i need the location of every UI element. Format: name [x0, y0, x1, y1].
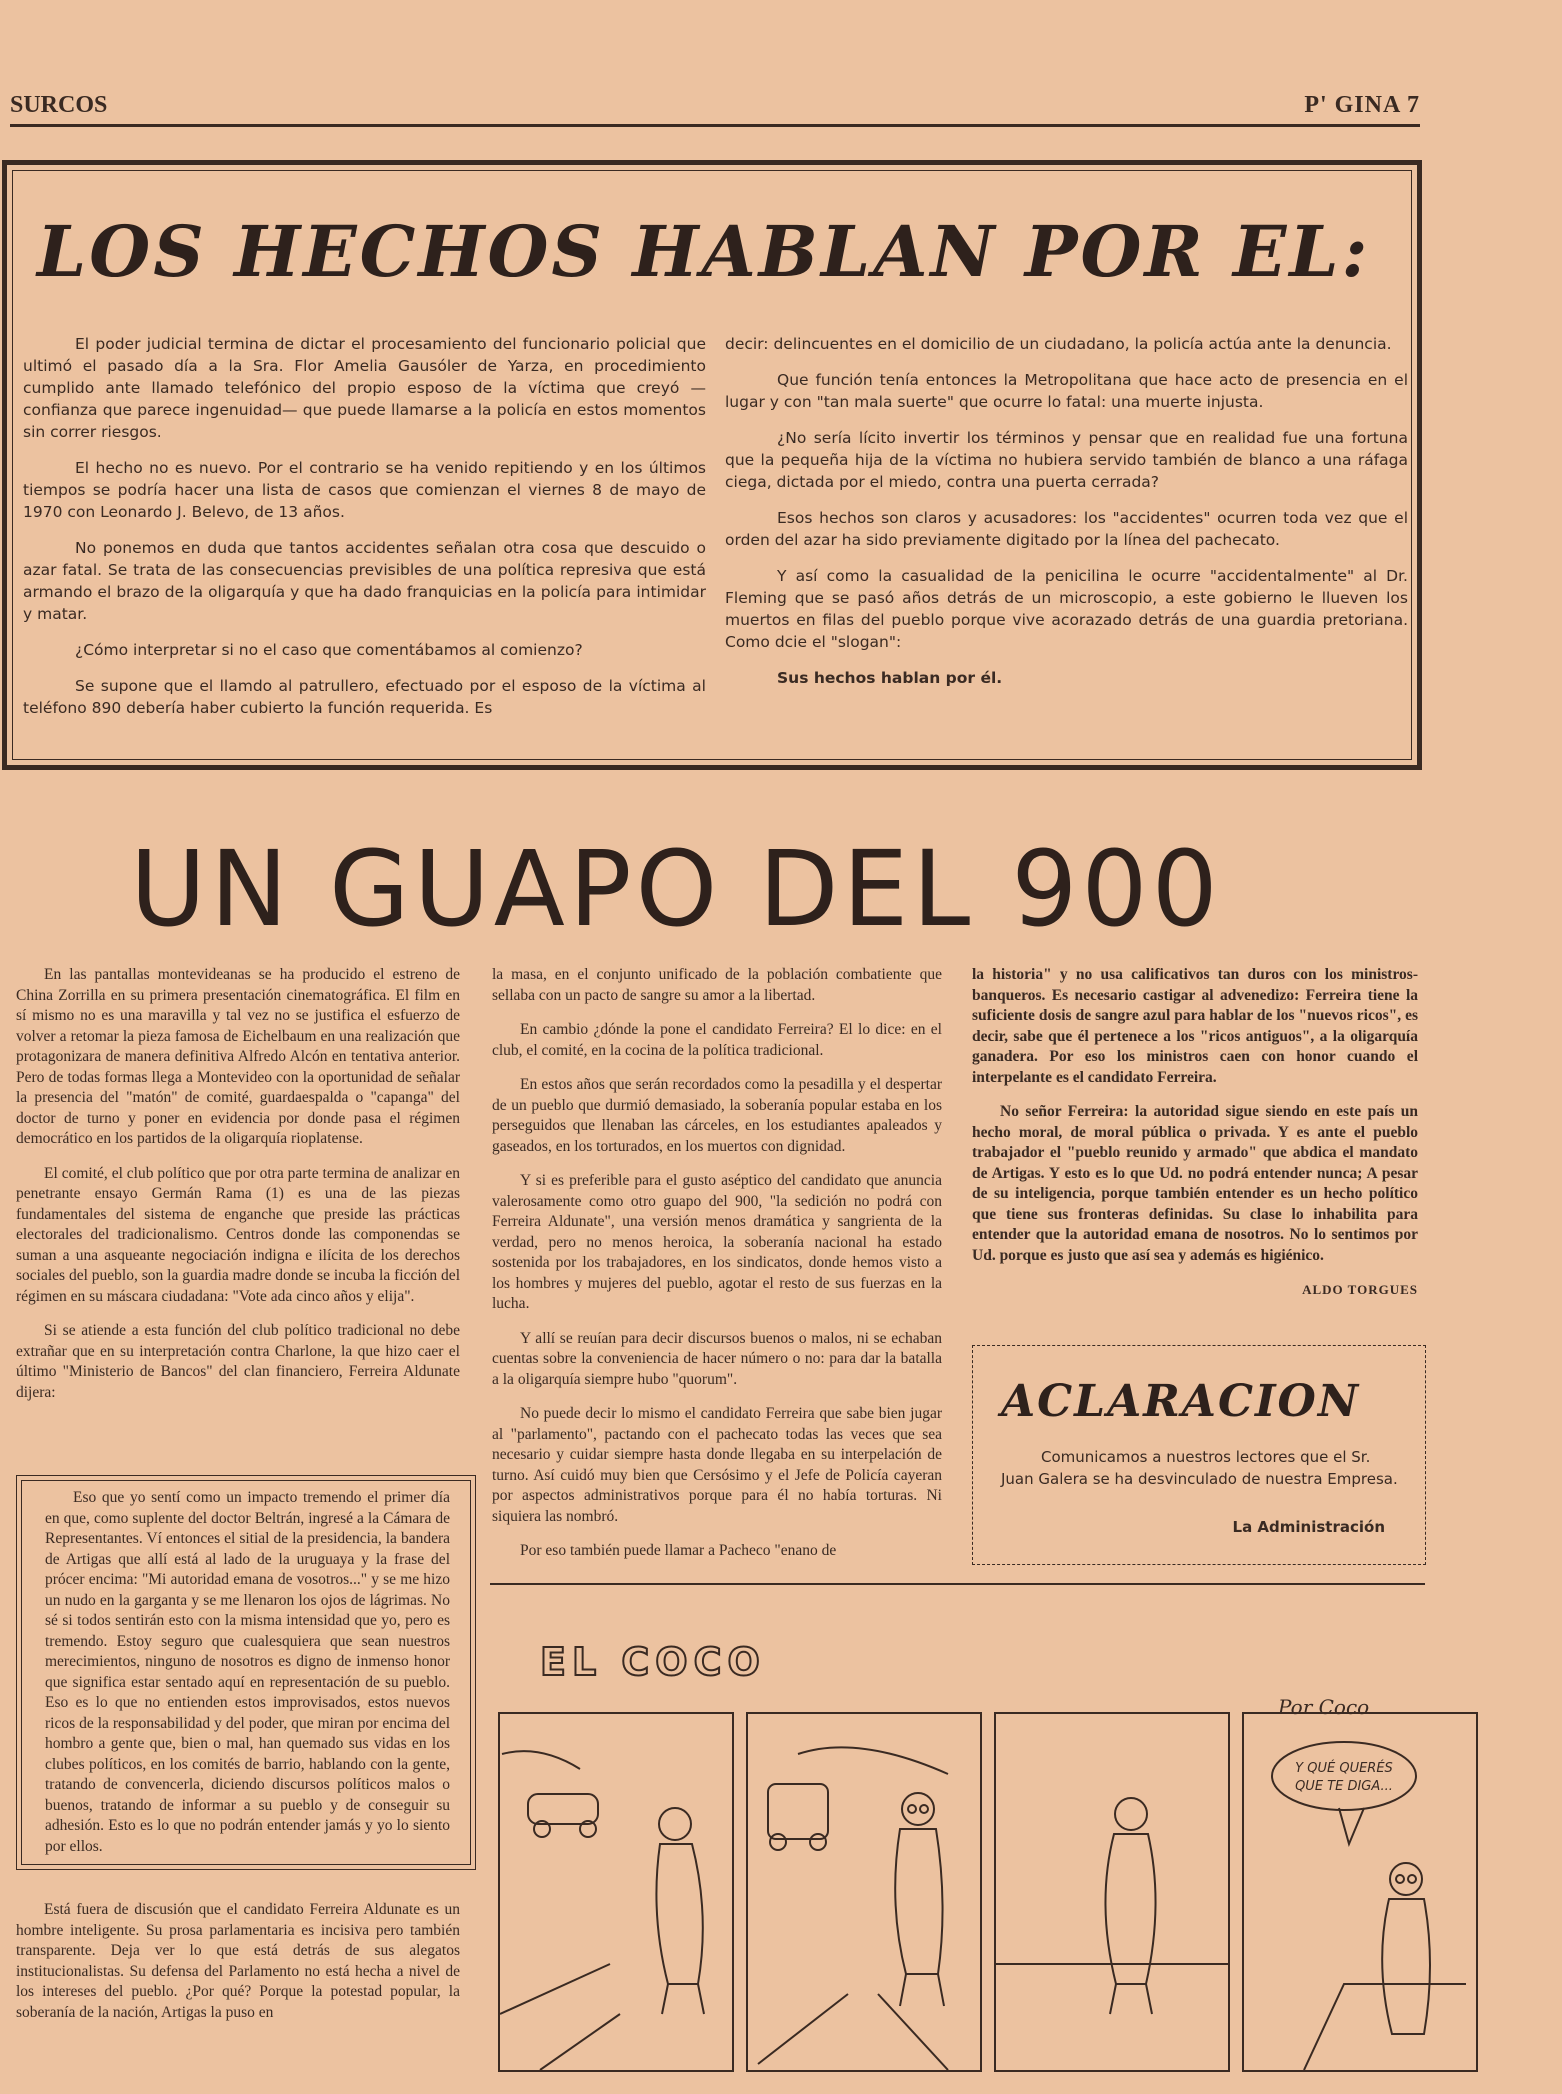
article2-author: ALDO TORGUES	[1302, 1282, 1418, 1297]
article1-closing: Sus hechos hablan por él.	[777, 669, 1003, 687]
article1-paragraph: Se supone que el llamdo al patrullero, efectuado por el esposo de la víctima al teléfono 890 debería haber cubierto la función requerida. Es	[23, 677, 706, 717]
article1-right-column	[725, 333, 1408, 703]
article1-paragraph: ¿Cómo interpretar si no el caso que comentábamos al comienzo?	[75, 641, 583, 659]
paper-name: SURCOS	[10, 92, 108, 118]
aclaracion-box	[972, 1345, 1426, 1565]
article2-column-2	[492, 965, 942, 1576]
aclaracion-text: Comunicamos a nuestros lectores que el Sr. Juan Galera se ha desvinculado de nuestra Empresa.	[1001, 1448, 1398, 1488]
article2-paragraph: Y allí se reuían para decir discursos buenos o malos, ni se echaban cuentas sobre la conveniencia de hacer número o no: para dar la batalla a la oligarquía siempre hubo "quorum".	[492, 1329, 942, 1388]
comic-panel-3	[994, 1712, 1230, 2072]
article2-paragraph: Por eso también puede llamar a Pacheco "enano de	[520, 1542, 837, 1559]
article1-left-column	[23, 333, 706, 733]
article1-paragraph: El hecho no es nuevo. Por el contrario se ha venido repitiendo y en los últimos tiempos se podría hacer una lista de casos que comienzan el viernes 8 de mayo de 1970 con Leonardo J. Belevo, de 13 años.	[23, 459, 706, 521]
article2-paragraph: Y si es preferible para el gusto aséptico del candidato que anuncia valerosamente como otro guapo del 900, "la sedición no podrá con Ferreira Aldunate", una versión menos dramática y sangrienta de la verdad, pero no menos heroica, la soberanía nacional ha estado sostenida por los trabajadores, en los sindicatos, donde hemos visto a los hombres y mujeres del pueblo, agotar el resto de sus fuerzas en la lucha.	[492, 1172, 942, 1312]
comic-panel-4-drawing	[1244, 1714, 1476, 2070]
comic-panel-1	[498, 1712, 734, 2072]
article2-paragraph: El comité, el club político que por otra parte termina de analizar en penetrante ensayo Germán Rama (1) es una de las piezas fundamentales del sistema de enganche que preside las prácticas electorales del tradicionalismo. Centros donde las componendas se suman a una asqueante negociación indigna e ilícita de los derechos sociales del pueblo, son la guardia madre donde se incuba la ficción del régimen en su máscara ciudadana: "Vote ada cinco años y elija".	[16, 1164, 460, 1305]
article2-paragraph: Si se atiende a esta función del club político tradicional no debe extrañar que en su interpretación contra Charlone, la que hizo caer el último "Ministerio de Bancos" del clan financiero, Ferreira Aldunate dijera:	[16, 1322, 460, 1401]
article2-paragraph: En cambio ¿dónde la pone el candidato Ferreira? El lo dice: en el club, el comité, en la cocina de la política tradicional.	[492, 1021, 942, 1059]
article2-paragraph: En las pantallas montevideanas se ha producido el estreno de China Zorrilla en su primera presentación cinematográfica. El film en sí mismo no es una maravilla y tal vez no se justifica el esfuerzo de volver a retomar la pieza famosa de Eichelbaum en una realización que protagonizara de manera definitiva Alfredo Alcón en tentativa anterior. Pero de todas formas llega a Montevideo con la oportunidad de señalar la presencia del "matón" de comité, guardaespalda o "capanga" del doctor de turno y poner en evidencia por donde pasa el régimen democrático en los partidos de la oligarquía rioplatense.	[16, 966, 460, 1147]
article2-paragraph: la masa, en el conjunto unificado de la población combatiente que sellaba con un pacto de sangre su amor a la libertad.	[492, 966, 942, 1004]
comic-bubble-line-1: Y QUÉ QUERÉS	[1295, 1761, 1393, 1776]
article2-paragraph: la historia" y no usa calificativos tan duros con los ministros-banqueros. Es necesario castigar al advenedizo: Ferreira tiene la suficiente dosis de sangre azul para hablar de los "nuevos ricos", es decir, sabe que él pertenece a los "ricos antiguos", a la oligarquía ganadera. Por eso los ministros caen con honor cuando el interpelante es el candidato Ferreira.	[972, 966, 1418, 1086]
article2-column-3	[972, 965, 1418, 1301]
comic-signature: Por Coco	[1278, 1695, 1370, 1719]
article2-paragraph: Está fuera de discusión que el candidato Ferreira Aldunate es un hombre inteligente. Su prosa parlamentaria es incisiva pero también transparente. Deja ver lo que está detrás de sus alegatos institucionalistas. Su defensa del Parlamento no está hecha a nivel de los intereses del pueblo. ¿Por qué? Porque la potestad popular, la soberanía de la nación, Artigas la puso en	[16, 1901, 460, 2021]
article-box-hechos	[2, 160, 1422, 770]
comic-panel-2	[746, 1712, 982, 2072]
article1-paragraph: Esos hechos son claros y acusadores: los "accidentes" ocurren toda vez que el orden del azar ha sido previamente digitado por la línea del pachecato.	[725, 509, 1408, 549]
article1-paragraph: Que función tenía entonces la Metropolitana que hace acto de presencia en el lugar y con "tan mala suerte" que ocurre lo fatal: una muerte injusta.	[725, 371, 1408, 411]
masthead	[10, 92, 1420, 127]
comic-panel-4	[1242, 1712, 1478, 2072]
article2-title: UN GUAPO DEL 900	[130, 828, 1222, 950]
page-number: P' GINA 7	[1304, 92, 1420, 118]
article2-column-1-continued	[16, 1900, 460, 2037]
article1-paragraph: No ponemos en duda que tantos accidentes señalan otra cosa que descuido o azar fatal. Se trata de las consecuencias previsibles de una política represiva que está armando el brazo de la oligarquía y que ha dado franquicias en la policía para intimidar y matar.	[23, 539, 706, 623]
comic-panel-2-drawing	[748, 1714, 980, 2070]
article1-title: LOS HECHOS HABLAN POR EL:	[37, 210, 1371, 293]
aclaracion-signature: La Administración	[1232, 1518, 1385, 1536]
comic-panel-3-drawing	[996, 1714, 1228, 2070]
ferreira-quote: Eso que yo sentí como un impacto tremendo el primer día en que, como suplente del doctor Beltrán, ingresé a la Cámara de Representantes. Ví entonces el sitial de la presidencia, la bandera de Artigas que allí está al lado de la uruguaya y la frase del prócer encima: "Mi autoridad emana de vosotros..." y se me hizo un nudo en la garganta y se me llenaron los ojos de lágrimas. No sé si todos sentirán esto con la misma intensidad que yo, pero es tremendo. Estoy seguro que cualesquiera que sean nuestros merecimientos, ninguno de nosotros es digno de inmenso honor que significa estar sentado aquí en representación de su pueblo. Eso es lo que no entienden estos improvisados, estos nuevos ricos de la responsabilidad y del poder, que miran por encima del hombro a gente que, bien o mal, han quemado sus vidas en los clubes políticos, en los comités de barrio, hablando con la gente, tratando de convencerla, diciendo discursos políticos malos o buenos, tratando de informar a su pueblo y de conseguir su adhesión. Esto es lo que no podrán entender jamás y yo lo siento por ellos.	[45, 1489, 450, 1855]
article1-paragraph: ¿No sería lícito invertir los términos y pensar que en realidad fue una fortuna que la pequeña hija de la víctima no hubiera servido también de blanco a una ráfaga ciega, dictada por el miedo, contra una puerta cerrada?	[725, 429, 1408, 491]
aclaracion-title: ACLARACION	[1001, 1376, 1361, 1427]
comic-bubble-line-2: QUE TE DIGA...	[1295, 1779, 1393, 1794]
article1-paragraph: El poder judicial termina de dictar el procesamiento del funcionario policial que ultimó el pasado día a la Sra. Flor Amelia Gausóler de Yarza, en procedimiento cumplido ante llamado telefónico del propio esposo de la víctima que creyó —confianza que parece ingenuidad— que puede llamarse a la policía en estos momentos sin correr riesgos.	[23, 335, 706, 441]
article2-paragraph: No puede decir lo mismo el candidato Ferreira que sabe bien jugar al "parlamento", pactando con el pachecato todas las veces que sea necesario y cuidar siempre hasta donde llegaba en su interpelación de turno. Así cuidó muy bien que Cersósimo y el Jefe de Policía cayeran por aspectos administrativos porque para él no había torturas. Ni siquiera las nombró.	[492, 1405, 942, 1525]
article1-paragraph: Y así como la casualidad de la penicilina le ocurre "accidentalmente" al Dr. Fleming que se pasó años detrás de un microscopio, a este gobierno le llueven los muertos en filas del pueblo porque vive acorazado detrás de una guardia pretoriana. Como dcie el "slogan":	[725, 567, 1408, 651]
comic-panel-1-drawing	[500, 1714, 732, 2070]
ferreira-quote-box	[16, 1475, 476, 1870]
comic-title: EL COCO	[540, 1640, 766, 1684]
article2-paragraph: No señor Ferreira: la autoridad sigue siendo en este país un hecho moral, de moral pública o privada. Y es ante el pueblo trabajador el "pueblo reunido y armado" que abdica el mandato de Artigas. Y esto es lo que Ud. no podrá entender nunca; A pesar de su inteligencia, porque también entender es un hecho político que tiene sus fronteras definidas. Su clase lo inhabilita para entender que la autoridad emana de nosotros. No lo sentimos por Ud. porque es justo que así sea y además es higiénico.	[972, 1103, 1418, 1264]
article1-paragraph: decir: delincuentes en el domicilio de un ciudadano, la policía actúa ante la denuncia.	[725, 335, 1392, 353]
article2-column-1	[16, 965, 460, 1417]
section-divider	[490, 1583, 1425, 1585]
article2-paragraph: En estos años que serán recordados como la pesadilla y el despertar de un pueblo que durmió demasiado, la soberanía popular estaba en los perseguidos que llenaban las cárceles, en los estudiantes apaleados y gaseados, en los torturados, en los muertos con dignidad.	[492, 1076, 942, 1155]
